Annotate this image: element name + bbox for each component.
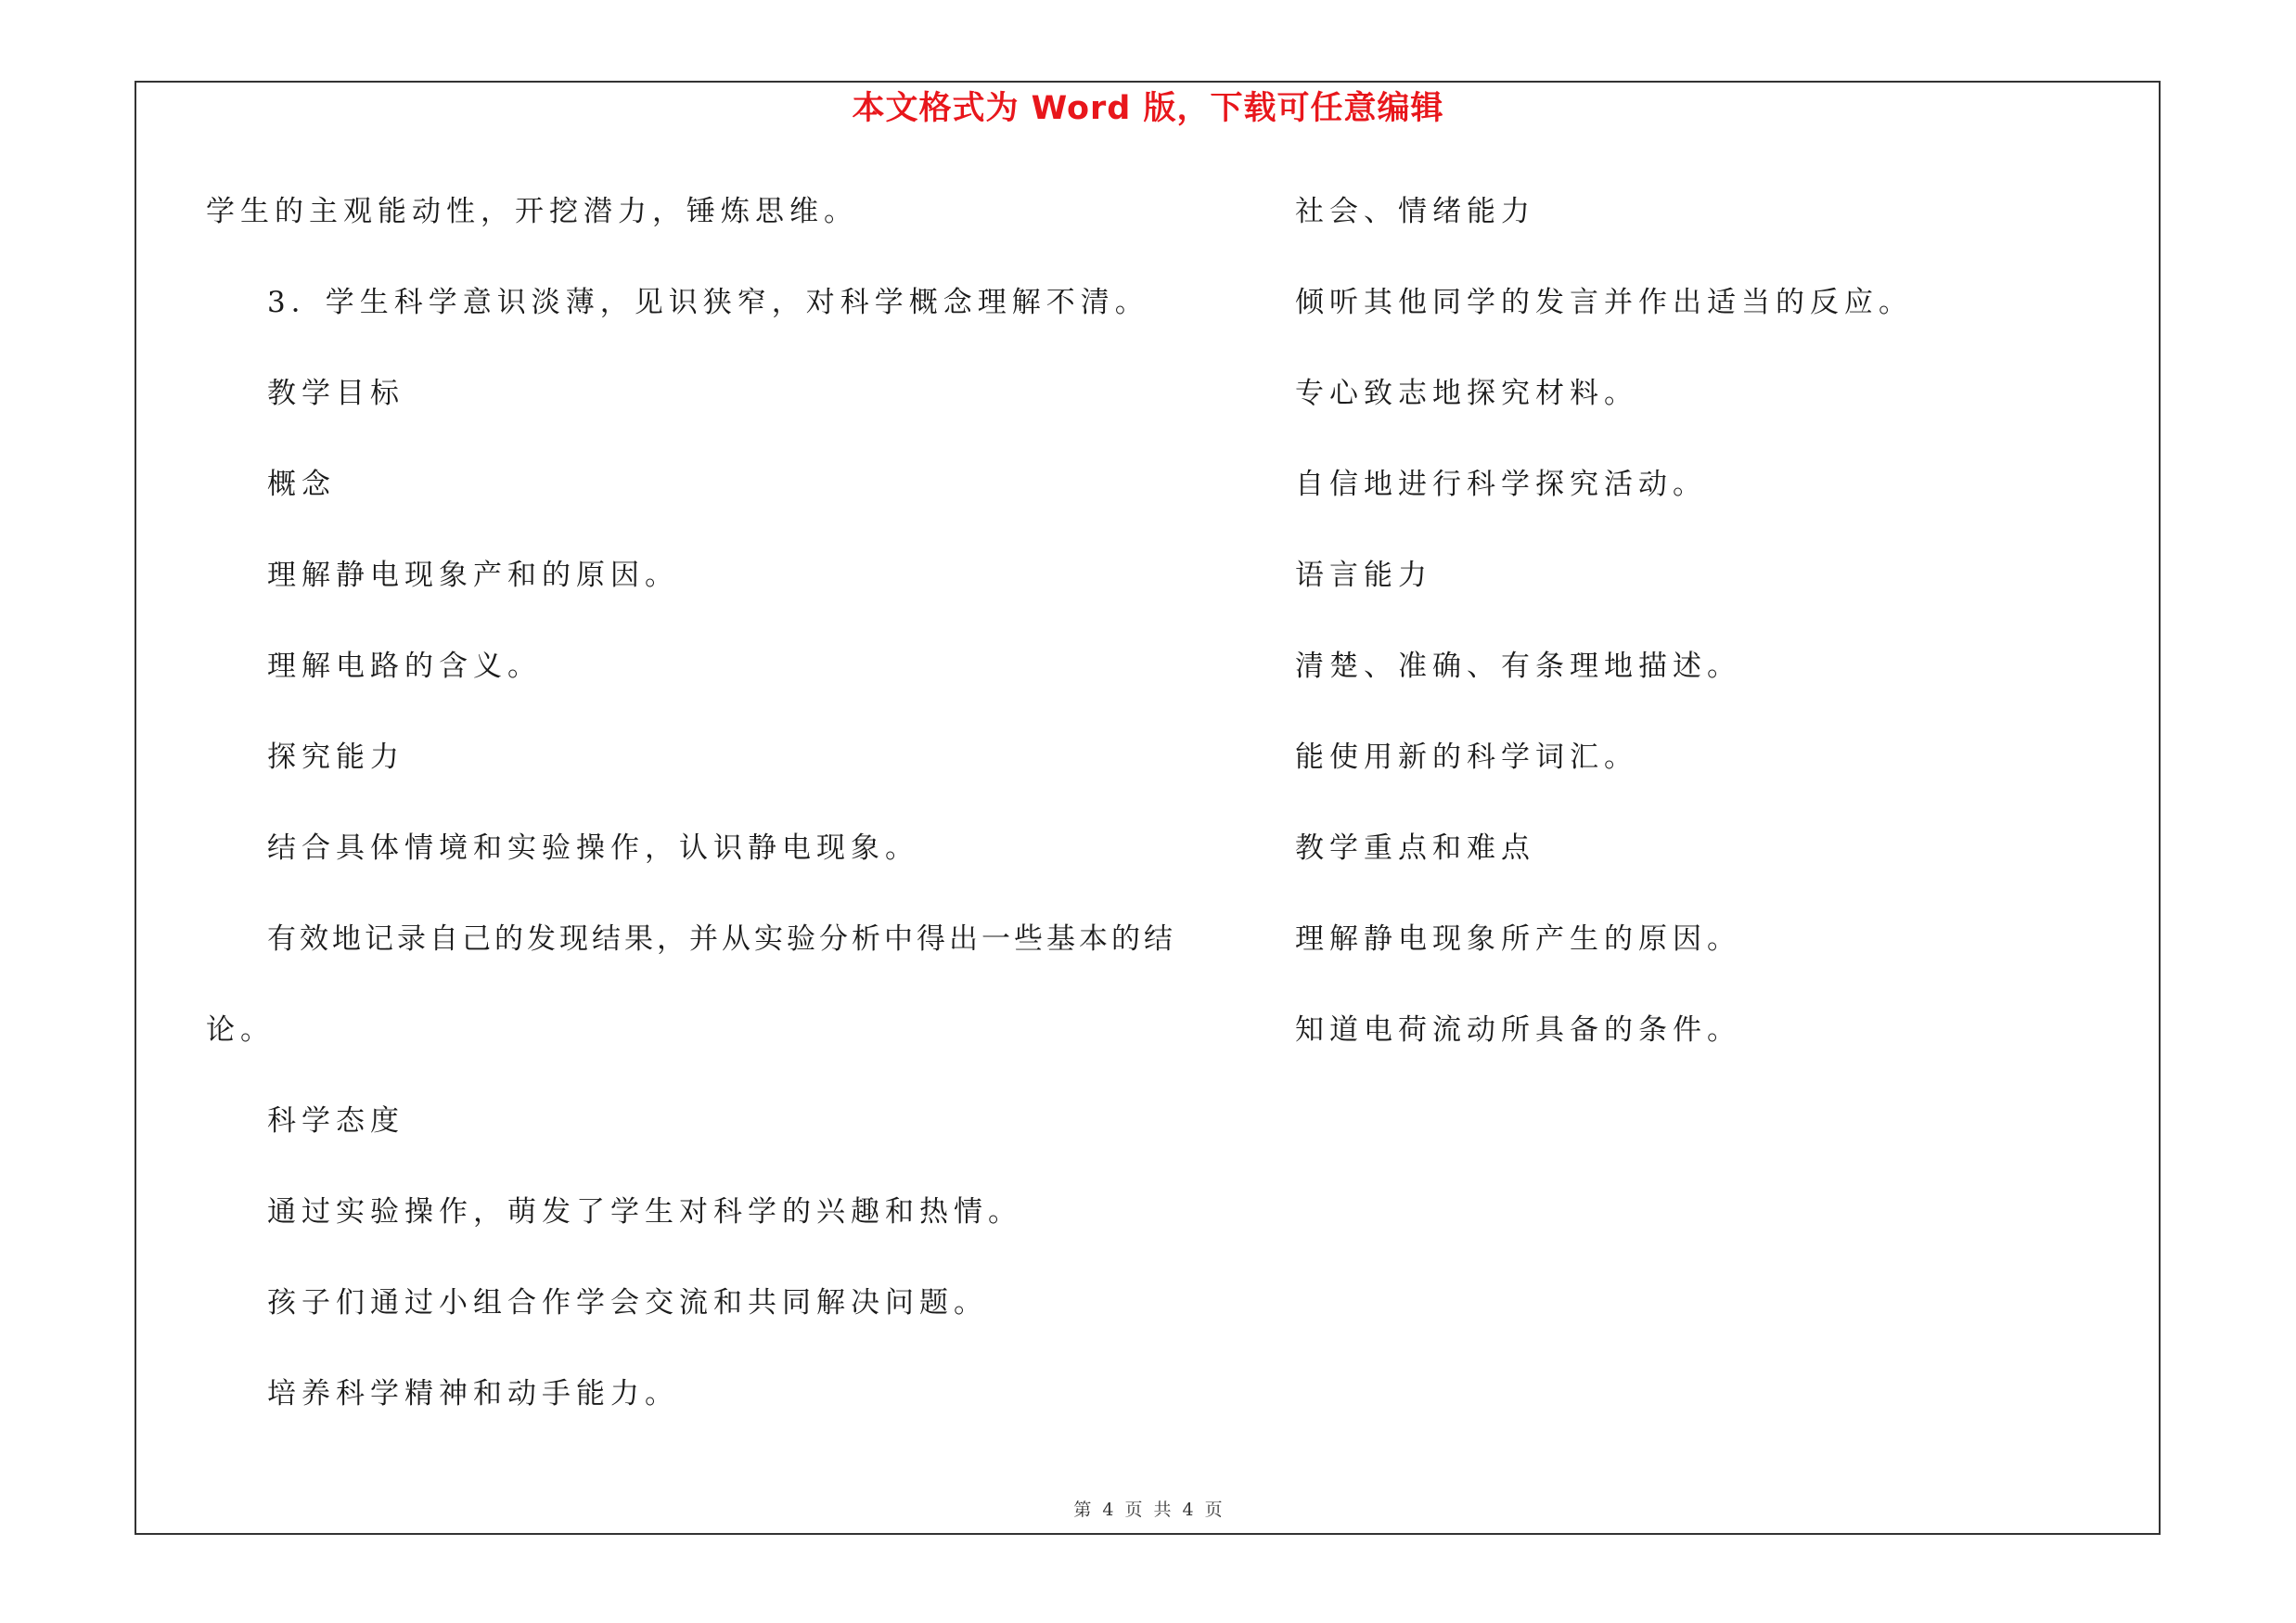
paragraph: 有效地记录自己的发现结果，并从实验分析中得出一些基本的结: [267, 922, 1176, 956]
paragraph: 理解静电现象产和的原因。: [267, 559, 679, 592]
sub-heading: 科学态度: [267, 1104, 404, 1138]
paragraph: 3．学生科学意识淡薄，见识狭窄，对科学概念理解不清。: [267, 286, 1149, 319]
paragraph: 培养科学精神和动手能力。: [267, 1377, 679, 1410]
paragraph: 学生的主观能动性，开挖潜力，锤炼思维。: [206, 195, 858, 228]
paragraph: 知道电荷流动所具备的条件。: [1295, 1013, 1741, 1047]
paragraph: 专心致志地探究材料。: [1295, 377, 1638, 410]
sub-heading: 探究能力: [267, 741, 404, 774]
paragraph: 理解静电现象所产生的原因。: [1295, 922, 1741, 956]
section-heading: 教学目标: [267, 377, 404, 410]
section-heading: 教学重点和难点: [1295, 831, 1535, 865]
page-footer: 第 4 页 共 4 页: [1073, 1500, 1223, 1520]
paragraph: 清楚、准确、有条理地描述。: [1295, 650, 1741, 683]
sub-heading: 概念: [267, 468, 336, 501]
paragraph: 通过实验操作，萌发了学生对科学的兴趣和热情。: [267, 1195, 1022, 1229]
paragraph: 倾听其他同学的发言并作出适当的反应。: [1295, 286, 1913, 319]
paragraph-continuation: 论。: [206, 1013, 275, 1047]
paragraph: 结合具体情境和实验操作，认识静电现象。: [267, 831, 919, 865]
sub-heading: 语言能力: [1295, 559, 1432, 592]
paragraph: 自信地进行科学探究活动。: [1295, 468, 1707, 501]
sub-heading: 社会、情绪能力: [1295, 195, 1535, 228]
paragraph: 能使用新的科学词汇。: [1295, 741, 1638, 774]
paragraph: 孩子们通过小组合作学会交流和共同解决问题。: [267, 1286, 988, 1320]
paragraph: 理解电路的含义。: [267, 650, 542, 683]
header-banner: 本文格式为 Word 版，下载可任意编辑: [852, 90, 1444, 127]
